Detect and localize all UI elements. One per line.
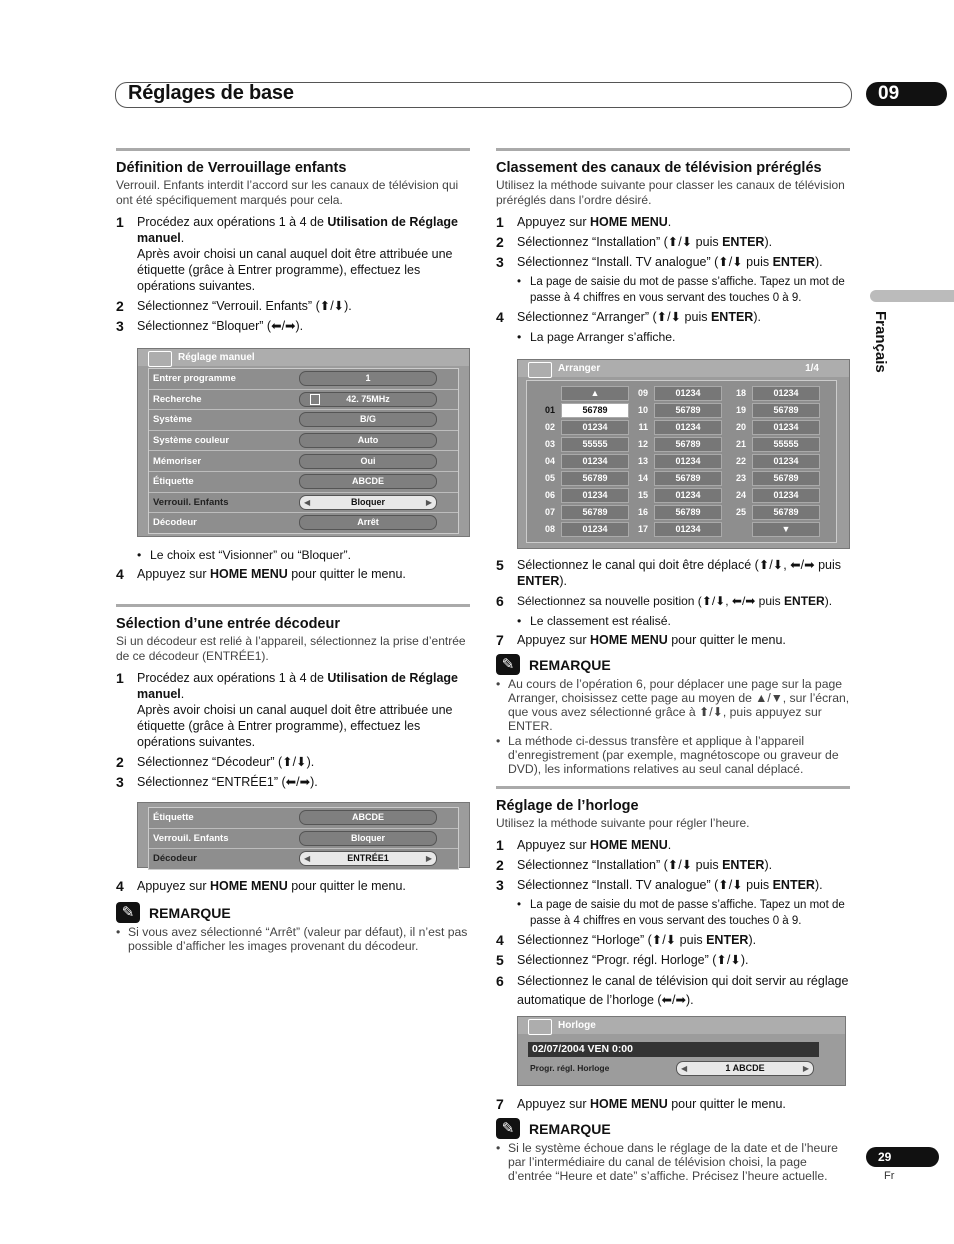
channel-number: 20 [735,422,746,432]
channel-number: 18 [735,388,746,398]
channel-number: 15 [637,490,648,500]
tv-icon [148,351,172,367]
memory-icon [310,394,320,405]
channel-cell[interactable]: 56789 [561,471,629,486]
settings-row[interactable]: Recherche 42. 75MHz [149,390,458,411]
language-label: Français [872,311,889,373]
page-up-icon[interactable]: ▲ [561,386,629,401]
step: 1 Procédez aux opérations 1 à 4 de Utilisation de Réglage manuel. Après avoir choisi un canal auquel doit être attribuée une étiquette (grâce à Entrer programme), effectuez les opérations suivantes. [116,214,458,293]
screen-title-bar: Arranger 1/4 [518,360,849,377]
settings-row[interactable]: Étiquette ABCDE [149,808,458,829]
left-arrow-icon[interactable]: ◀ [304,497,311,507]
page-number: 29 [866,1147,939,1167]
channel-cell[interactable]: 55555 [561,437,629,452]
channel-cell[interactable]: 56789 [752,471,820,486]
right-arrow-icon[interactable]: ▶ [425,497,432,507]
section-intro: Si un décodeur est relié à l’appareil, sélectionnez la prise d’entrée de ce décodeur (ENTRÉE1). [116,634,466,663]
channel-cell[interactable]: 01234 [654,522,722,537]
channel-cell[interactable]: 01234 [561,522,629,537]
step: 3 Sélectionnez “Install. TV analogue” (⬆/⬇ puis ENTER). [496,877,823,893]
channel-number: 22 [735,456,746,466]
left-column [116,148,470,954]
section-rule [116,604,470,607]
step: 3 Sélectionnez “ENTRÉE1” (⬅/➡). [116,774,318,790]
decoder-screen [137,802,470,868]
section-intro: Utilisez la méthode suivante pour régler l’heure. [496,816,750,830]
section-title: Sélection d’une entrée décodeur [116,616,340,632]
step: 6 Sélectionnez le canal de télévision qui doit servir au réglage automatique de l’horloge (⬅/➡). [496,973,849,1007]
channel-number [722,521,752,537]
settings-row[interactable]: Mémoriser Oui [149,451,458,472]
right-column [496,148,850,1184]
channel-number: 21 [735,439,746,449]
step: 4 Sélectionnez “Horloge” (⬆/⬇ puis ENTER). [496,932,757,948]
tv-icon [528,362,552,378]
page-language: Fr [884,1170,895,1182]
left-arrow-icon[interactable]: ◀ [304,854,311,864]
note-item: • Si vous avez sélectionné “Arrêt” (valeur par défaut), il n’est pas possible d’afficher les images provenant du décodeur. [116,925,468,953]
channel-number: 04 [544,456,555,466]
note-header: ✎ REMARQUE [496,654,850,675]
channel-cell[interactable]: 56789 [654,505,722,520]
step: 3 Sélectionnez “Bloquer” (⬅/➡). [116,318,304,334]
section-rule [496,786,850,789]
manual-setup-screen [137,348,470,537]
settings-row[interactable]: Système couleur Auto [149,431,458,452]
date-time-display: 02/07/2004 VEN 0:00 [528,1042,819,1057]
settings-row[interactable]: Décodeur Arrêt [149,513,458,533]
step: 1 Appuyez sur HOME MENU. [496,214,672,230]
arranger-screen [517,359,850,549]
chapter-badge: 09 [866,82,947,106]
page-indicator: 1/4 [805,363,819,374]
channel-cell[interactable]: 01234 [752,454,820,469]
channel-cell[interactable]: 01234 [752,386,820,401]
step: 6 Sélectionnez sa nouvelle position (⬆/⬇, ⬅/➡ puis ENTER). [496,593,833,609]
clock-panel [528,1042,819,1076]
section-title: Classement des canaux de télévision préréglés [496,160,822,176]
channel-number: 17 [637,524,648,534]
channel-number: 09 [637,388,648,398]
channel-number: 06 [544,490,555,500]
settings-row[interactable]: Étiquette ABCDE [149,472,458,493]
channel-number: 14 [637,473,648,483]
channel-cell[interactable]: 01234 [561,454,629,469]
channel-number: 13 [637,456,648,466]
clock-channel-row[interactable]: Progr. régl. Horloge ◀ 1 ABCDE ▶ [528,1060,819,1076]
channel-number: 19 [735,405,746,415]
channel-cell[interactable]: 56789 [654,403,722,418]
channel-number: 12 [637,439,648,449]
channel-cell[interactable]: 56789 [752,403,820,418]
step: 7 Appuyez sur HOME MENU pour quitter le menu. [496,1096,786,1112]
step: 5 Sélectionnez “Progr. régl. Horloge” (⬆/⬇). [496,952,749,968]
pencil-note-icon: ✎ [496,1118,520,1139]
bullet-item: • La page de saisie du mot de passe s’affiche. Tapez un mot de passe à 4 chiffres en vous servant des touches 0 à 9. [517,899,845,927]
channel-cell[interactable]: 01234 [654,420,722,435]
settings-row-selected[interactable]: Décodeur ◀ ENTRÉE1 ▶ [149,849,458,869]
settings-row[interactable]: Entrer programme 1 [149,369,458,390]
note-item: • La méthode ci-dessus transfère et applique à l’appareil d’enregistrement (par exemple, magnétoscope ou graveur de DVD), les informations relatives au seul canal déplacé. [496,734,839,776]
channel-number: 01 [544,405,555,415]
channel-cell[interactable]: 56789 [561,505,629,520]
section-title: Réglage de l’horloge [496,798,639,814]
channel-cell[interactable]: 01234 [654,454,722,469]
channel-number: 08 [544,524,555,534]
settings-row[interactable]: Verrouil. Enfants Bloquer [149,829,458,850]
bullet-item: • Le choix est “Visionner” ou “Bloquer”. [137,548,351,562]
step: 1 Appuyez sur HOME MENU. [496,837,672,853]
step: 2 Sélectionnez “Installation” (⬆/⬇ puis ENTER). [496,857,773,873]
step: 4 Appuyez sur HOME MENU pour quitter le menu. [116,878,406,894]
pencil-note-icon: ✎ [116,902,140,923]
step: 2 Sélectionnez “Décodeur” (⬆/⬇). [116,754,315,770]
step: 2 Sélectionnez “Verrouil. Enfants” (⬆/⬇). [116,298,352,314]
step: 7 Appuyez sur HOME MENU pour quitter le menu. [496,632,786,648]
channel-number: 11 [638,422,648,432]
left-arrow-icon[interactable]: ◀ [681,1063,688,1073]
channel-number: 10 [637,405,648,415]
channel-number [527,385,561,401]
step: 4 Appuyez sur HOME MENU pour quitter le menu. [116,566,406,582]
clock-screen [517,1016,846,1086]
channel-number: 16 [637,507,648,517]
channel-number: 25 [735,507,746,517]
settings-list [148,807,459,870]
right-arrow-icon[interactable]: ▶ [425,854,432,864]
channel-cell[interactable]: 55555 [752,437,820,452]
settings-row[interactable]: Système B/G [149,410,458,431]
bullet-item: • Le classement est réalisé. [517,614,671,628]
channel-grid [526,380,837,543]
section-rule [116,148,470,151]
channel-cell[interactable]: 01234 [561,488,629,503]
channel-number: 24 [735,490,746,500]
section-intro: Verrouil. Enfants interdit l’accord sur les canaux de télévision qui ont été spécifiquement marqués pour cela. [116,178,459,207]
note-item: • Au cours de l’opération 6, pour déplacer une page sur la page Arranger, choisissez cette page au moyen de ▲/▼, sur l’écran, que vous avez sélectionné grâce à ⬆/⬇, puis appuyez sur ENTER. [496,677,850,733]
section-intro: Utilisez la méthode suivante pour classer les canaux de télévision préréglés dans l’ordre désiré. [496,178,845,207]
step: 4 Sélectionnez “Arranger” (⬆/⬇ puis ENTER). [496,309,761,325]
channel-cell[interactable]: 56789 [654,471,722,486]
step: 3 Sélectionnez “Install. TV analogue” (⬆/⬇ puis ENTER). [496,254,823,270]
page-down-icon[interactable]: ▼ [752,522,820,537]
section-rule [496,148,850,151]
settings-list [148,368,459,534]
settings-row-selected[interactable]: Verrouil. Enfants ◀ Bloquer ▶ [149,493,458,514]
tv-icon [528,1019,552,1035]
section-title: Définition de Verrouillage enfants [116,160,347,176]
channel-number: 07 [544,507,555,517]
channel-cell[interactable]: 56789 [654,437,722,452]
note-header: ✎ REMARQUE [116,902,470,923]
step: 5 Sélectionnez le canal qui doit être déplacé (⬆/⬇, ⬅/➡ puis ENTER). [496,557,842,588]
channel-cell[interactable]: 56789 [752,505,820,520]
screen-title-bar: Réglage manuel [138,349,469,366]
bullet-item: • La page Arranger s’affiche. [517,330,676,344]
bullet-item: • La page de saisie du mot de passe s’affiche. Tapez un mot de passe à 4 chiffres en vous servant des touches 0 à 9. [517,276,845,304]
channel-number: 03 [544,439,555,449]
channel-number: 23 [735,473,746,483]
channel-cell[interactable]: 01234 [752,420,820,435]
page-title: Réglages de base [128,82,294,104]
language-tab [870,290,954,302]
channel-cell[interactable]: 01234 [654,488,722,503]
channel-cell[interactable]: 01234 [654,386,722,401]
right-arrow-icon[interactable]: ▶ [802,1063,809,1073]
channel-number: 02 [544,422,555,432]
screen-title-bar: Horloge [518,1017,845,1034]
step: 2 Sélectionnez “Installation” (⬆/⬇ puis ENTER). [496,234,773,250]
channel-number: 05 [544,473,555,483]
channel-cell[interactable]: 56789 [561,403,629,418]
note-item: • Si le système échoue dans le réglage de la date et de l’heure par l’intermédiaire du canal de télévision choisi, la page d’entrée “Heure et date” s’affiche. Précisez l’heure actuelle. [496,1141,838,1183]
channel-cell[interactable]: 01234 [561,420,629,435]
channel-cell[interactable]: 01234 [752,488,820,503]
step: 1 Procédez aux opérations 1 à 4 de Utilisation de Réglage manuel. Après avoir choisi un canal auquel doit être attribuée une étiquette (grâce à Entrer programme), effectuez les opérations suivantes. [116,670,458,749]
pencil-note-icon: ✎ [496,654,520,675]
note-header: ✎ REMARQUE [496,1118,850,1139]
